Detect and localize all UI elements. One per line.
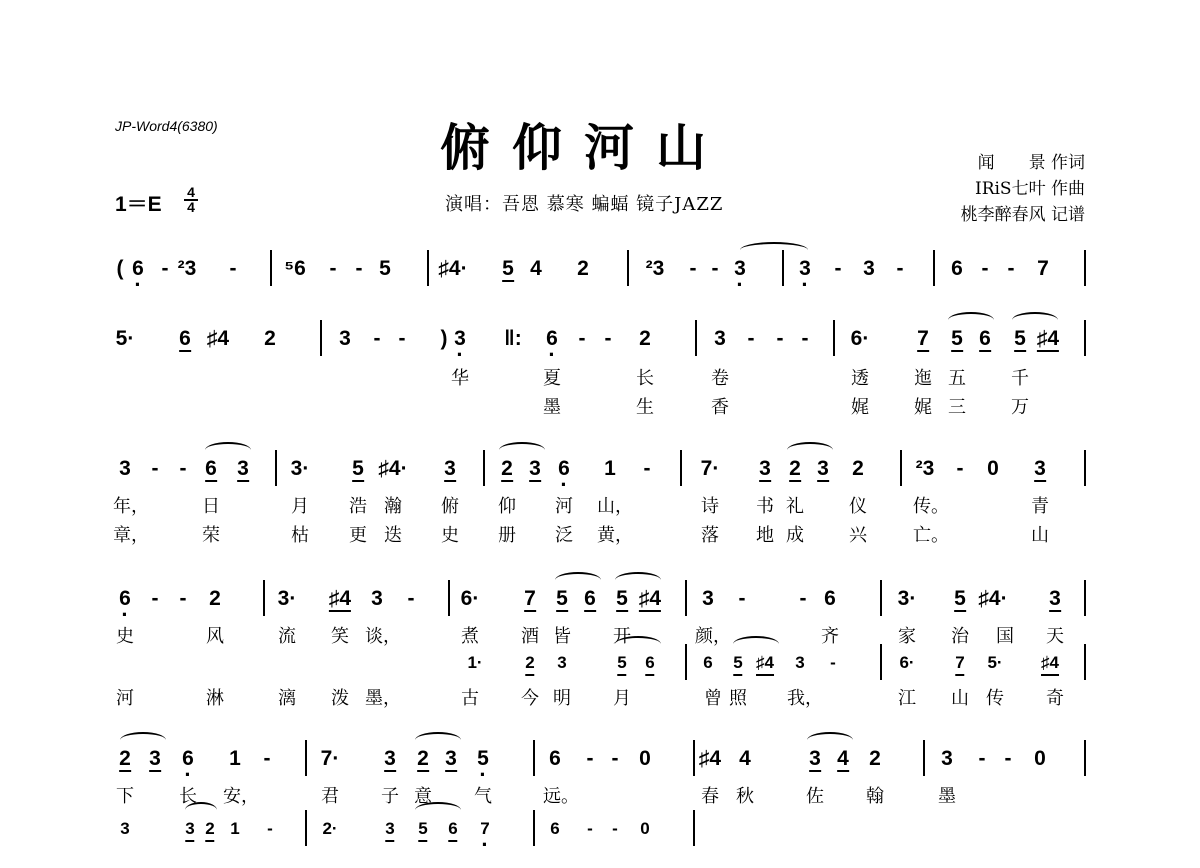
bar-line [533, 740, 535, 776]
lyric-syllable: 长 [179, 786, 197, 807]
lyric-syllable: 礼 [786, 496, 804, 517]
lyric-syllable: 墨 [938, 786, 956, 807]
note: ♯4· [978, 587, 1008, 610]
lyric-syllable: 笑 [331, 626, 349, 647]
bar-line [448, 580, 450, 616]
note: 7 [524, 576, 536, 622]
lyric-syllable: 治 [951, 626, 969, 647]
note: 6 [584, 576, 596, 622]
note: · 5 [477, 736, 489, 782]
lyric-syllable: 娓 [914, 397, 932, 418]
note: - [978, 747, 986, 770]
note: ²3 [915, 457, 935, 480]
lyric-syllable: 河 [555, 496, 573, 517]
lyric-syllable: 迤 [914, 368, 932, 389]
note: 0 [640, 819, 650, 838]
lyric-syllable: 娓 [851, 397, 869, 418]
lyric-syllable: 谈， [365, 626, 401, 647]
time-top: 4 [184, 186, 198, 201]
note: ⁵6 [284, 257, 306, 280]
bar-line [427, 250, 429, 286]
lyric-syllable: 开 [613, 626, 631, 647]
note: 6 [951, 257, 963, 280]
notation-line [115, 736, 1090, 782]
slur [415, 732, 461, 748]
lyric-syllable: 黄， [597, 525, 633, 546]
bar-line [483, 450, 485, 486]
lyric-syllable: 落 [701, 525, 719, 546]
note: 7· [700, 457, 720, 480]
lyric-syllable: 风 [206, 626, 224, 647]
note: - [263, 747, 271, 770]
note: - [151, 457, 159, 480]
note: ♯4 [1041, 640, 1059, 686]
note: 3 [385, 806, 394, 852]
note: 2 [209, 587, 221, 610]
lyric-syllable: 成 [786, 525, 804, 546]
time-signature [184, 186, 198, 214]
note: 4 [530, 257, 542, 280]
note: 1 [229, 747, 241, 770]
note: · 3 [454, 316, 466, 362]
note: - [747, 327, 755, 350]
note: 6 [550, 819, 560, 838]
slur [787, 442, 833, 458]
lyric-syllable: 华 [451, 368, 469, 389]
note: 0 [1034, 747, 1046, 770]
note: ♯4· [378, 457, 408, 480]
note: 6· [460, 587, 480, 610]
lyric-syllable: 香 [711, 397, 729, 418]
notation-line [115, 246, 1090, 292]
lyric-syllable: 仰 [498, 496, 516, 517]
composer-credit: IRiS七叶 作曲 [974, 179, 1085, 199]
note: - [229, 257, 237, 280]
lyric-line [115, 492, 1090, 518]
lyric-line [115, 364, 1090, 390]
note: · 3 [734, 246, 746, 292]
note: ‖: [504, 327, 522, 350]
note: - [604, 327, 612, 350]
lyric-syllable: 安， [223, 786, 259, 807]
lyric-syllable: 我， [787, 688, 823, 709]
lyric-syllable: 俯 [441, 496, 459, 517]
notation-line [115, 316, 1090, 362]
lyric-syllable: 册 [498, 525, 516, 546]
bar-line [880, 580, 882, 616]
note: - [801, 327, 809, 350]
note: - [179, 457, 187, 480]
lyric-syllable: 墨 [543, 397, 561, 418]
note: ♯4 [206, 327, 230, 350]
note: 2 [205, 806, 214, 852]
note: 2· [322, 819, 338, 838]
lyric-syllable: 河 [116, 688, 134, 709]
lyric-syllable: 淋 [206, 688, 224, 709]
note: 2 [417, 736, 429, 782]
bar-line [1084, 320, 1086, 356]
note: 5· [987, 653, 1003, 672]
note: - [711, 257, 719, 280]
note: 6 [179, 316, 191, 362]
lyric-syllable: 千 [1011, 368, 1029, 389]
lyric-line [115, 684, 1090, 710]
note: 3 [445, 736, 457, 782]
note: 3 [557, 653, 567, 672]
lyric-syllable: 山 [951, 688, 969, 709]
note: 6 [979, 316, 991, 362]
note: 3 [863, 257, 875, 280]
note: 3· [277, 587, 297, 610]
bar-line [1084, 250, 1086, 286]
bar-line [305, 810, 307, 846]
bar-line [305, 740, 307, 776]
notation-line [115, 446, 1090, 492]
note: 7 [917, 316, 929, 362]
lyric-syllable: 春 [701, 786, 719, 807]
bar-line [270, 250, 272, 286]
note: 3 [817, 446, 829, 492]
lyric-syllable: 君 [321, 786, 339, 807]
lyric-syllable: 三 [948, 397, 966, 418]
lyric-syllable: 卷 [711, 368, 729, 389]
bar-line [880, 644, 882, 680]
lyric-syllable: 仪 [849, 496, 867, 517]
note: ♯4 [329, 576, 351, 622]
slur [499, 442, 545, 458]
note: 0 [987, 457, 999, 480]
note: 3 [702, 587, 714, 610]
bar-line [685, 580, 687, 616]
lyric-syllable: 下 [116, 786, 134, 807]
note: - [799, 587, 807, 610]
note: 4 [739, 747, 751, 770]
lyric-syllable: 墨， [365, 688, 401, 709]
note: 6 [703, 653, 713, 672]
note: ♯4 [639, 576, 661, 622]
lyric-syllable: 奇 [1046, 688, 1064, 709]
bar-line [263, 580, 265, 616]
lyric-syllable: 荣 [202, 525, 220, 546]
lyric-syllable: 流 [278, 626, 296, 647]
notation-line [115, 576, 1090, 622]
slur [615, 572, 661, 588]
note: - [896, 257, 904, 280]
note: - [643, 457, 651, 480]
lyric-syllable: 酒 [521, 626, 539, 647]
note: - [981, 257, 989, 280]
note: 3 [714, 327, 726, 350]
lyric-line [115, 622, 1090, 648]
note: - [612, 819, 618, 838]
note: 6· [850, 327, 870, 350]
note: 3 [444, 446, 456, 492]
note: 6· [899, 653, 915, 672]
note: 5 [954, 576, 966, 622]
bar-line [833, 320, 835, 356]
note: 5 [502, 246, 514, 292]
note: 3 [809, 736, 821, 782]
lyric-syllable: 史 [441, 525, 459, 546]
note: 3 [1049, 576, 1061, 622]
note: 7· [320, 747, 340, 770]
lyric-line [115, 393, 1090, 419]
note: 5 [617, 640, 626, 686]
lyric-syllable: 明 [553, 688, 571, 709]
note: - [1004, 747, 1012, 770]
note: 1 [604, 457, 616, 480]
bar-line [693, 810, 695, 846]
slur [120, 732, 166, 748]
slur [807, 732, 853, 748]
note: 3· [290, 457, 310, 480]
note: - [587, 819, 593, 838]
note: - [267, 819, 273, 838]
lyric-syllable: 月 [613, 688, 631, 709]
note: 5 [379, 257, 391, 280]
note: 5 [1014, 316, 1026, 362]
lyric-line [115, 782, 1090, 808]
note: 3 [149, 736, 161, 782]
bar-line [923, 740, 925, 776]
note: 3 [384, 736, 396, 782]
lyric-syllable: 泼 [331, 688, 349, 709]
lyric-syllable: 江 [898, 688, 916, 709]
note: 2 [577, 257, 589, 280]
lyric-syllable: 皆 [553, 626, 571, 647]
lyric-syllable: 年， [113, 496, 149, 517]
lyric-syllable: 更 [349, 525, 367, 546]
note: 1· [467, 653, 483, 672]
lyric-syllable: 章， [113, 525, 149, 546]
note: · 6 [558, 446, 570, 492]
lyric-syllable: 国 [996, 626, 1014, 647]
song-title: 俯仰河山 [440, 118, 728, 177]
note: - [161, 257, 169, 280]
bar-line [533, 810, 535, 846]
note: - [355, 257, 363, 280]
bar-line [933, 250, 935, 286]
note: 7 [1037, 257, 1049, 280]
lyric-syllable: 气 [474, 786, 492, 807]
note: ²3 [177, 257, 197, 280]
lyric-syllable: 漓 [278, 688, 296, 709]
slur [948, 312, 994, 328]
note: · 6 [182, 736, 194, 782]
note: 5 [418, 806, 427, 852]
lyric-line [115, 521, 1090, 547]
transcriber-credit: 桃李醉春风 记谱 [960, 205, 1085, 225]
bar-line [1084, 450, 1086, 486]
lyric-syllable: 意 [414, 786, 432, 807]
lyric-syllable: 照 [729, 688, 747, 709]
note: 7 [955, 640, 964, 686]
note: - [689, 257, 697, 280]
lyric-syllable: 万 [1011, 397, 1029, 418]
lyric-syllable: 透 [851, 368, 869, 389]
slur [205, 442, 251, 458]
lyric-syllable: 地 [756, 525, 774, 546]
notation-line [115, 806, 1090, 852]
slur [1012, 312, 1058, 328]
note: - [611, 747, 619, 770]
lyric-syllable: 子 [381, 786, 399, 807]
author-credits [961, 150, 1085, 228]
lyric-syllable: 曾 [704, 688, 722, 709]
note: 3· [897, 587, 917, 610]
note: 3 [185, 806, 194, 852]
note: - [179, 587, 187, 610]
time-bottom: 4 [187, 199, 195, 215]
note: 2 [119, 736, 131, 782]
lyric-syllable: 浩 [349, 496, 367, 517]
note: 2 [869, 747, 881, 770]
note: · 3 [799, 246, 811, 292]
note: 1 [230, 819, 240, 838]
bar-line [1084, 740, 1086, 776]
note: 2 [501, 446, 513, 492]
bar-line [680, 450, 682, 486]
lyricist-credit: 闻 景 作词 [977, 153, 1085, 173]
lyric-syllable: 山， [597, 496, 633, 517]
slur [555, 572, 601, 588]
lyric-syllable: 传。 [913, 496, 949, 517]
note: - [373, 327, 381, 350]
bar-line [900, 450, 902, 486]
note: ( [116, 257, 124, 280]
note: - [1007, 257, 1015, 280]
note: 3 [1034, 446, 1046, 492]
bar-line [685, 644, 687, 680]
note: ♯4 [698, 747, 722, 770]
lyric-syllable: 古 [461, 688, 479, 709]
note: 0 [639, 747, 651, 770]
lyric-syllable: 颜， [695, 626, 731, 647]
note: 6 [205, 446, 217, 492]
lyric-syllable: 枯 [291, 525, 309, 546]
note: · 6 [119, 576, 131, 622]
note: 2 [789, 446, 801, 492]
note: ♯4· [438, 257, 468, 280]
note: 3 [237, 446, 249, 492]
lyric-syllable: 佐 [806, 786, 824, 807]
note: · 6 [132, 246, 144, 292]
note: - [834, 257, 842, 280]
note: ) [440, 327, 448, 350]
note: - [830, 653, 836, 672]
note: 6 [824, 587, 836, 610]
key-signature: 1＝E [115, 193, 162, 216]
note: - [578, 327, 586, 350]
singer-credit: 演唱：吾恩 慕寒 蝙蝠 镜子JAZZ [445, 194, 724, 215]
bar-line [1084, 644, 1086, 680]
lyric-syllable: 远。 [543, 786, 579, 807]
note: 3 [120, 819, 130, 838]
note: 5 [616, 576, 628, 622]
note: - [398, 327, 406, 350]
lyric-syllable: 天 [1046, 626, 1064, 647]
lyric-syllable: 日 [202, 496, 220, 517]
note: - [776, 327, 784, 350]
bar-line [695, 320, 697, 356]
note: - [329, 257, 337, 280]
bar-line [693, 740, 695, 776]
lyric-syllable: 翰 [866, 786, 884, 807]
lyric-syllable: 瀚 [384, 496, 402, 517]
note: 2 [525, 640, 534, 686]
source-label: JP-Word4(6380) [115, 118, 218, 134]
lyric-syllable: 亡。 [913, 525, 949, 546]
note: 5· [115, 327, 135, 350]
note: · 6 [546, 316, 558, 362]
lyric-syllable: 今 [521, 688, 539, 709]
lyric-syllable: 泛 [555, 525, 573, 546]
lyric-syllable: 齐 [821, 626, 839, 647]
lyric-syllable: 夏 [543, 368, 561, 389]
note: 2 [639, 327, 651, 350]
note: 5 [951, 316, 963, 362]
note: 5 [556, 576, 568, 622]
lyric-syllable: 史 [116, 626, 134, 647]
lyric-syllable: 五 [948, 368, 966, 389]
note: - [407, 587, 415, 610]
slur [740, 242, 808, 258]
note: - [586, 747, 594, 770]
lyric-syllable: 书 [756, 496, 774, 517]
note: 2 [264, 327, 276, 350]
bar-line [275, 450, 277, 486]
note: ♯4 [1037, 316, 1059, 362]
note: · 7 [480, 806, 489, 852]
lyric-syllable: 青 [1031, 496, 1049, 517]
note: 3 [759, 446, 771, 492]
note: 6 [448, 806, 457, 852]
note: 4 [837, 736, 849, 782]
note: 5 [352, 446, 364, 492]
lyric-syllable: 月 [291, 496, 309, 517]
note: 3 [339, 327, 351, 350]
lyric-syllable: 秋 [736, 786, 754, 807]
note: 3 [941, 747, 953, 770]
note: 3 [371, 587, 383, 610]
lyric-syllable: 山 [1031, 525, 1049, 546]
bar-line [1084, 580, 1086, 616]
lyric-syllable: 诗 [701, 496, 719, 517]
lyric-syllable: 传 [986, 688, 1004, 709]
note: 6 [645, 640, 654, 686]
lyric-syllable: 生 [636, 397, 654, 418]
note: 3 [529, 446, 541, 492]
note: - [151, 587, 159, 610]
note: - [956, 457, 964, 480]
note: 3 [119, 457, 131, 480]
bar-line [627, 250, 629, 286]
note: 3 [795, 653, 805, 672]
note: - [738, 587, 746, 610]
note: ²3 [645, 257, 665, 280]
note: 6 [549, 747, 561, 770]
lyric-syllable: 兴 [849, 525, 867, 546]
lyric-syllable: 迭 [384, 525, 402, 546]
note: 2 [852, 457, 864, 480]
lyric-syllable: 家 [898, 626, 916, 647]
note: 5 [733, 640, 742, 686]
lyric-syllable: 煮 [461, 626, 479, 647]
bar-line [320, 320, 322, 356]
note: ♯4 [756, 640, 774, 686]
lyric-syllable: 长 [636, 368, 654, 389]
